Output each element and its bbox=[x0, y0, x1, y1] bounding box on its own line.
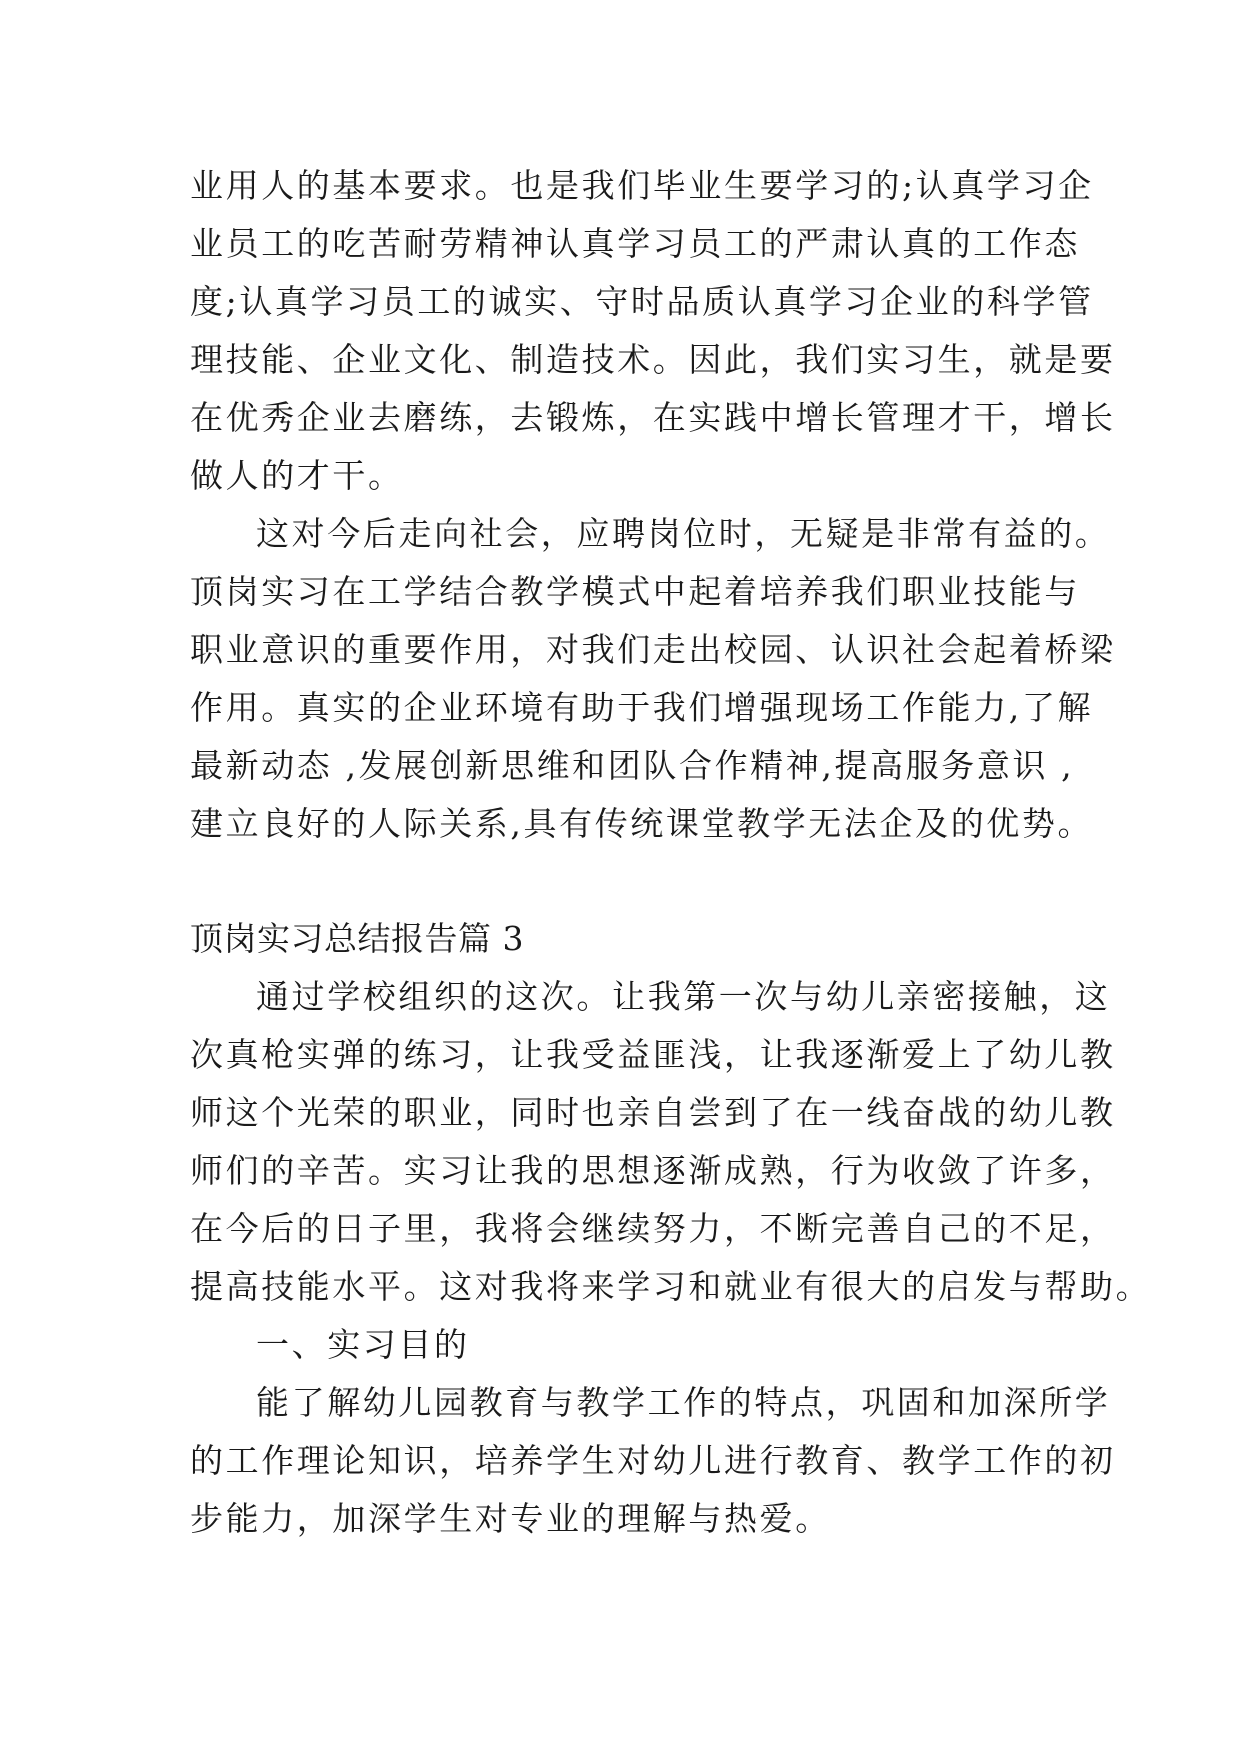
paragraph-line: 提高技能水平。这对我将来学习和就业有很大的启发与帮助。 bbox=[190, 1267, 1152, 1306]
paragraph-line: 最新动态 ,发展创新思维和团队合作精神,提高服务意识 , bbox=[190, 746, 1075, 785]
paragraph-line: 建立良好的人际关系,具有传统课堂教学无法企及的优势。 bbox=[190, 804, 1094, 843]
paragraph-line: 的工作理论知识，培养学生对幼儿进行教育、教学工作的初 bbox=[190, 1441, 1116, 1480]
section-title: 顶岗实习总结报告篇 3 bbox=[190, 919, 524, 958]
paragraph-line: 在今后的日子里，我将会继续努力，不断完善自己的不足， bbox=[190, 1209, 1116, 1248]
paragraph-line: 师这个光荣的职业，同时也亲自尝到了在一线奋战的幼儿教 bbox=[190, 1093, 1116, 1132]
paragraph-line: 理技能、企业文化、制造技术。因此，我们实习生，就是要 bbox=[190, 340, 1116, 379]
paragraph-line: 顶岗实习在工学结合教学模式中起着培养我们职业技能与 bbox=[190, 572, 1080, 611]
paragraph-line: 职业意识的重要作用，对我们走出校园、认识社会起着桥梁 bbox=[190, 630, 1116, 669]
paragraph-line: 步能力，加深学生对专业的理解与热爱。 bbox=[190, 1499, 831, 1538]
subheading: 一、实习目的 bbox=[256, 1325, 470, 1364]
paragraph-line: 在优秀企业去磨练，去锻炼，在实践中增长管理才干，增长 bbox=[190, 398, 1116, 437]
paragraph-line: 能了解幼儿园教育与教学工作的特点，巩固和加深所学 bbox=[256, 1383, 1111, 1422]
paragraph-line: 次真枪实弹的练习，让我受益匪浅，让我逐渐爱上了幼儿教 bbox=[190, 1035, 1116, 1074]
paragraph-line: 这对今后走向社会，应聘岗位时，无疑是非常有益的。 bbox=[256, 514, 1111, 553]
paragraph-line: 做人的才干。 bbox=[190, 456, 404, 495]
paragraph-line: 度;认真学习员工的诚实、守时品质认真学习企业的科学管 bbox=[190, 282, 1094, 321]
paragraph-line: 师们的辛苦。实习让我的思想逐渐成熟，行为收敛了许多， bbox=[190, 1151, 1116, 1190]
paragraph-line: 通过学校组织的这次。让我第一次与幼儿亲密接触，这 bbox=[256, 977, 1111, 1016]
paragraph-line: 作用。真实的企业环境有助于我们增强现场工作能力,了解 bbox=[190, 688, 1094, 727]
paragraph-line: 业用人的基本要求。也是我们毕业生要学习的;认真学习企 bbox=[190, 166, 1094, 205]
paragraph-line: 业员工的吃苦耐劳精神认真学习员工的严肃认真的工作态 bbox=[190, 224, 1080, 263]
